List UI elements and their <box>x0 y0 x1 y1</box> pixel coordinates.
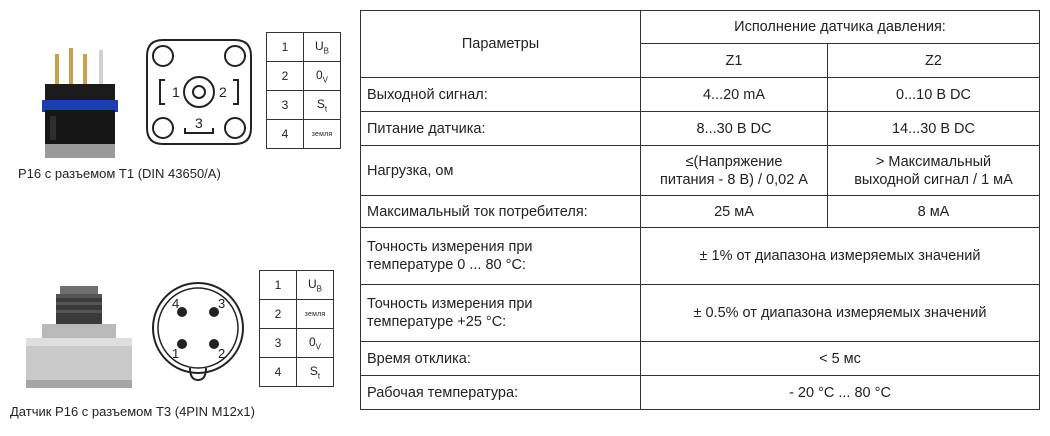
pin-row <box>267 33 341 62</box>
pin-signal: $U_B$ <box>304 33 341 62</box>
pin-signal: $0_V$ <box>304 62 341 91</box>
pin-signal: земля <box>297 300 334 329</box>
pin-row <box>267 62 341 91</box>
param-cell: Рабочая температура: <box>361 376 641 410</box>
spec-header-row <box>361 11 1040 44</box>
header-z1: Z1 <box>641 44 828 78</box>
t1-pin-table <box>266 32 341 149</box>
pin-signal: земля <box>304 120 341 149</box>
t3-pin-table <box>259 270 334 387</box>
pin-row <box>260 300 334 329</box>
spec-row <box>361 196 1040 228</box>
t3-diagram-pin: 3 <box>218 296 226 311</box>
header-execution: Исполнение датчика давления: <box>641 11 1040 44</box>
z1-cell: ≤(Напряжение питания - 8 В) / 0,02 А <box>641 146 828 196</box>
z2-cell: 0...10 В DC <box>828 78 1040 112</box>
z2-cell: > Максимальный выходной сигнал / 1 мА <box>828 146 1040 196</box>
z1-cell: 25 мА <box>641 196 828 228</box>
t1-diagram-pin: 1 <box>172 84 180 100</box>
param-cell: Максимальный ток потребителя: <box>361 196 641 228</box>
header-z2: Z2 <box>828 44 1040 78</box>
spec-row <box>361 228 1040 285</box>
t3-pin-diagram <box>148 280 248 386</box>
pin-number: 1 <box>260 271 297 300</box>
param-cell: Время отклика: <box>361 342 641 376</box>
value-cell: - 20 °C ... 80 °C <box>641 376 1040 410</box>
pin-number: 2 <box>260 300 297 329</box>
pin-signal: $S_t$ <box>297 358 334 387</box>
spec-row <box>361 285 1040 342</box>
param-cell: Питание датчика: <box>361 112 641 146</box>
t3-diagram-pin: 4 <box>172 296 180 311</box>
value-cell: ± 0.5% от диапазона измеряемых значений <box>641 285 1040 342</box>
pin-signal: $U_B$ <box>297 271 334 300</box>
pin-number: 3 <box>260 329 297 358</box>
spec-row <box>361 342 1040 376</box>
t1-diagram-pin: 3 <box>195 115 203 131</box>
pin-signal: $S_t$ <box>304 91 341 120</box>
param-cell: Точность измерения при температуре 0 ... 80 °C: <box>361 228 641 285</box>
pin-number: 3 <box>267 91 304 120</box>
spec-row <box>361 112 1040 146</box>
pin-number: 2 <box>267 62 304 91</box>
spec-row <box>361 376 1040 410</box>
t3-connector-photo <box>20 282 138 394</box>
param-cell: Точность измерения при температуре +25 °C: <box>361 285 641 342</box>
t1-diagram-pin: 2 <box>219 84 227 100</box>
pin-number: 4 <box>267 120 304 149</box>
t1-caption: P16 с разъемом T1 (DIN 43650/A) <box>18 166 221 181</box>
z1-cell: 4...20 mA <box>641 78 828 112</box>
value-cell: < 5 мс <box>641 342 1040 376</box>
pin-number: 4 <box>260 358 297 387</box>
param-cell: Нагрузка, ом <box>361 146 641 196</box>
spec-row <box>361 146 1040 196</box>
t3-diagram-pin: 1 <box>172 346 180 361</box>
spec-row <box>361 78 1040 112</box>
pin-signal: $0_V$ <box>297 329 334 358</box>
z2-cell: 14...30 В DC <box>828 112 1040 146</box>
t1-pin-diagram <box>143 36 255 148</box>
pin-row <box>267 91 341 120</box>
pin-row <box>260 329 334 358</box>
value-cell: ± 1% от диапазона измеряемых значений <box>641 228 1040 285</box>
z2-cell: 8 мА <box>828 196 1040 228</box>
pin-row <box>260 271 334 300</box>
t1-connector-photo <box>30 40 130 158</box>
param-cell: Выходной сигнал: <box>361 78 641 112</box>
pin-row <box>260 358 334 387</box>
header-params: Параметры <box>361 11 641 78</box>
t3-caption: Датчик P16 с разъемом T3 (4PIN M12x1) <box>10 404 255 419</box>
z1-cell: 8...30 В DC <box>641 112 828 146</box>
t3-diagram-pin: 2 <box>218 346 226 361</box>
spec-table <box>360 10 1040 410</box>
pin-number: 1 <box>267 33 304 62</box>
pin-row <box>267 120 341 149</box>
